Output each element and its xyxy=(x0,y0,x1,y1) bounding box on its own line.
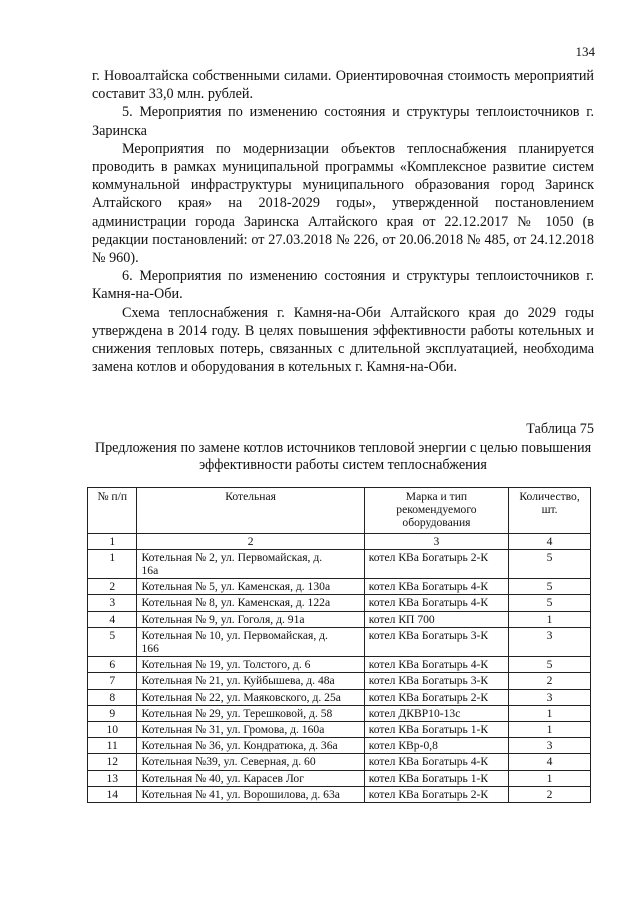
row-quantity: 4 xyxy=(509,754,591,770)
index-cell: 2 xyxy=(137,533,364,549)
row-boiler-house xyxy=(137,786,364,802)
row-quantity: 3 xyxy=(509,738,591,754)
table-row xyxy=(88,786,591,802)
boiler-house-name: Котельная № 5, ул. Каменская, д. 130а xyxy=(141,580,331,594)
boiler-house-name: Котельная № 36, ул. Кондратюка, д. 36а xyxy=(141,739,338,753)
table-caption: Таблица 75 xyxy=(526,421,594,437)
row-number: 11 xyxy=(88,738,137,754)
row-boiler-house xyxy=(137,673,364,689)
row-boiler-house xyxy=(137,657,364,673)
row-boiler-house xyxy=(137,595,364,611)
row-number: 3 xyxy=(88,595,137,611)
header-number: № п/п xyxy=(88,488,137,534)
index-cell: 3 xyxy=(364,533,508,549)
page-number: 134 xyxy=(575,44,595,59)
row-quantity: 3 xyxy=(509,627,591,656)
row-boiler-house xyxy=(137,722,364,738)
row-equipment: котел КВр-0,8 xyxy=(364,738,508,754)
row-number: 6 xyxy=(88,657,137,673)
boiler-house-name: Котельная №39, ул. Северная, д. 60 xyxy=(141,755,316,769)
row-number: 9 xyxy=(88,705,137,721)
table-header-row xyxy=(88,488,591,534)
row-equipment: котел ДКВР10-13с xyxy=(364,705,508,721)
table-row xyxy=(88,770,591,786)
row-equipment: котел КВа Богатырь 4-К xyxy=(364,579,508,595)
table-row xyxy=(88,595,591,611)
row-equipment: котел КВа Богатырь 3-К xyxy=(364,627,508,656)
row-equipment: котел КВа Богатырь 2-К xyxy=(364,549,508,578)
row-boiler-house xyxy=(137,549,364,578)
table-row xyxy=(88,657,591,673)
row-boiler-house xyxy=(137,579,364,595)
row-boiler-house xyxy=(137,627,364,656)
index-cell: 4 xyxy=(509,533,591,549)
row-number: 8 xyxy=(88,689,137,705)
row-number: 7 xyxy=(88,673,137,689)
boiler-house-name: Котельная № 22, ул. Маяковского, д. 25а xyxy=(141,690,341,704)
boiler-house-name: Котельная № 40, ул. Карасев Лог xyxy=(141,771,304,785)
boiler-replacement-table xyxy=(87,487,591,803)
table-row xyxy=(88,549,591,578)
table-title: Предложения по замене котлов источников тепловой энергии с целью повышения эффективности работы систем теплоснабжения xyxy=(94,440,592,473)
boiler-house-name: Котельная № 2, ул. Первомайская, д. 16а xyxy=(141,550,323,578)
row-quantity: 1 xyxy=(509,722,591,738)
row-equipment: котел КВа Богатырь 4-К xyxy=(364,754,508,770)
row-quantity: 1 xyxy=(509,770,591,786)
row-equipment: котел КВа Богатырь 4-К xyxy=(364,595,508,611)
row-equipment: котел КВа Богатырь 3-К xyxy=(364,673,508,689)
index-cell: 1 xyxy=(88,533,137,549)
row-number: 13 xyxy=(88,770,137,786)
row-number: 2 xyxy=(88,579,137,595)
row-quantity: 1 xyxy=(509,705,591,721)
row-boiler-house xyxy=(137,754,364,770)
paragraph-2: 5. Мероприятия по изменению состояния и структуры теплоисточников г. Заринска xyxy=(92,104,594,139)
table-body xyxy=(88,533,591,802)
row-quantity: 3 xyxy=(509,689,591,705)
row-quantity: 2 xyxy=(509,786,591,802)
table-row xyxy=(88,579,591,595)
boiler-house-name: Котельная № 10, ул. Первомайская, д. 166 xyxy=(141,628,328,656)
table-row xyxy=(88,705,591,721)
row-quantity: 5 xyxy=(509,657,591,673)
row-quantity: 5 xyxy=(509,579,591,595)
row-equipment: котел КВа Богатырь 1-К xyxy=(364,722,508,738)
boiler-house-name: Котельная № 31, ул. Громова, д. 160а xyxy=(141,723,325,737)
row-boiler-house xyxy=(137,705,364,721)
paragraph-3: Мероприятия по модернизации объектов теплоснабжения планируется проводить в рамках муниципальной программы «Комплексное развитие систем коммунальной инфраструктуры муниципального образования город Заринск Алтайского края» на 2018-2029 годы», утвержденной постановлением администрации города Заринска Алтайского края от 22.12.2017 № 1050 (в редакции постановлений: от 27.03.2018 № 226, от 20.06.2018 № 485, от 24.12.2018 № 960). xyxy=(92,140,594,267)
table-row xyxy=(88,738,591,754)
boiler-house-name: Котельная № 19, ул. Толстого, д. 6 xyxy=(141,658,311,672)
header-quantity: Количество, шт. xyxy=(509,488,591,534)
row-equipment: котел КВа Богатырь 1-К xyxy=(364,770,508,786)
row-quantity: 1 xyxy=(509,611,591,627)
boiler-house-name: Котельная № 8, ул. Каменская, д. 122а xyxy=(141,596,331,610)
row-boiler-house xyxy=(137,689,364,705)
column-index-row xyxy=(88,533,591,549)
row-number: 12 xyxy=(88,754,137,770)
table-row xyxy=(88,689,591,705)
header-boiler-house: Котельная xyxy=(137,488,364,534)
paragraph-5: Схема теплоснабжения г. Камня-на-Оби Алтайского края до 2029 годы утверждена в 2014 году. В целях повышения эффективности работы котельных и снижения тепловых потерь, связанных с длительной эксплуатацией, необходима замена котлов и оборудования в котельных г. Камня-на-Оби. xyxy=(92,304,594,376)
table-row xyxy=(88,754,591,770)
boiler-house-name: Котельная № 21, ул. Куйбышева, д. 48а xyxy=(141,674,335,688)
paragraph-1: г. Новоалтайска собственными силами. Ориентировочная стоимость мероприятий составит 33,0 млн. рублей. xyxy=(92,68,594,103)
paragraph-4: 6. Мероприятия по изменению состояния и структуры теплоисточников г. Камня-на-Оби. xyxy=(92,268,594,303)
boiler-house-name: Котельная № 41, ул. Ворошилова, д. 63а xyxy=(141,787,340,801)
boiler-house-name: Котельная № 9, ул. Гоголя, д. 91а xyxy=(141,612,305,626)
row-number: 10 xyxy=(88,722,137,738)
table-row xyxy=(88,722,591,738)
body-text xyxy=(92,67,594,376)
table-row xyxy=(88,627,591,656)
row-number: 14 xyxy=(88,786,137,802)
row-equipment: котел КВа Богатырь 2-К xyxy=(364,786,508,802)
row-equipment: котел КП 700 xyxy=(364,611,508,627)
row-boiler-house xyxy=(137,611,364,627)
table-row xyxy=(88,673,591,689)
table-row xyxy=(88,611,591,627)
header-equipment: Марка и тип рекомендуемого оборудования xyxy=(364,488,508,534)
row-equipment: котел КВа Богатырь 4-К xyxy=(364,657,508,673)
row-quantity: 5 xyxy=(509,595,591,611)
row-number: 1 xyxy=(88,549,137,578)
row-quantity: 2 xyxy=(509,673,591,689)
row-number: 5 xyxy=(88,627,137,656)
row-quantity: 5 xyxy=(509,549,591,578)
row-number: 4 xyxy=(88,611,137,627)
row-boiler-house xyxy=(137,738,364,754)
boiler-house-name: Котельная № 29, ул. Терешковой, д. 58 xyxy=(141,706,333,720)
row-boiler-house xyxy=(137,770,364,786)
row-equipment: котел КВа Богатырь 2-К xyxy=(364,689,508,705)
